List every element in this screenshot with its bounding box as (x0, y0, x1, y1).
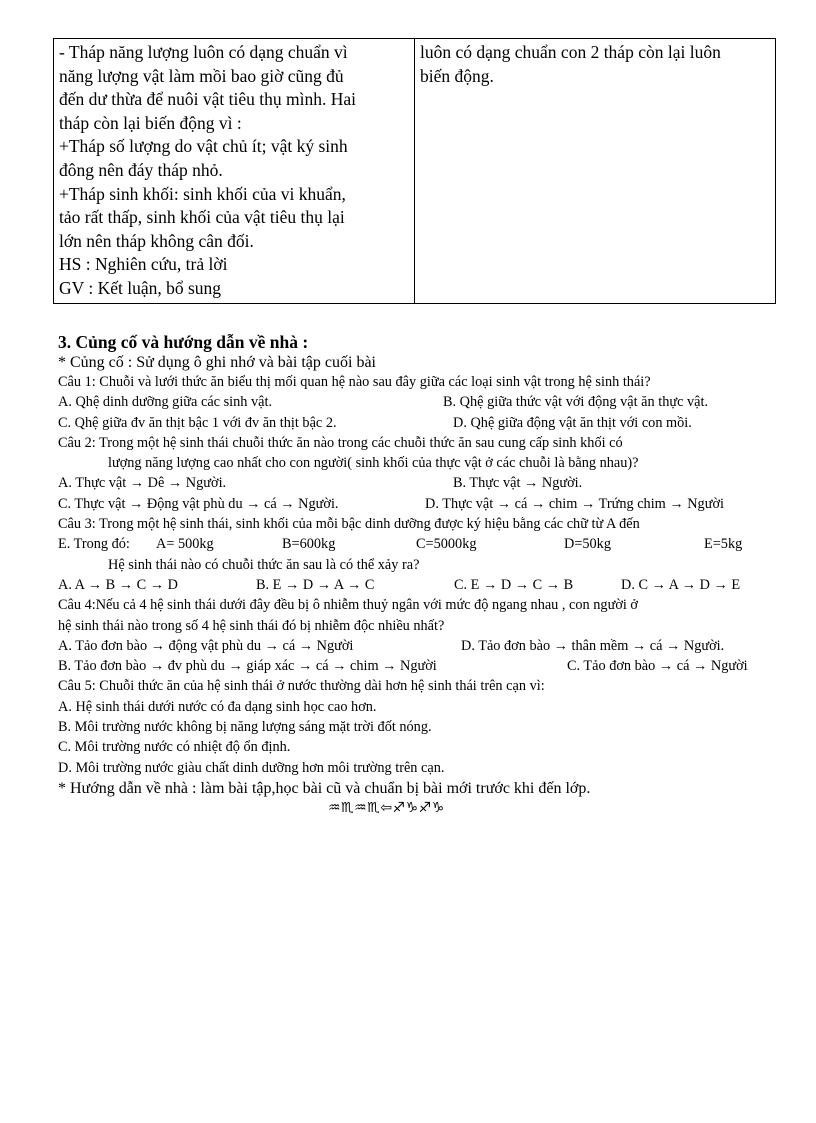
answer-row (58, 717, 778, 737)
cell-line: +Tháp sinh khối: sinh khối của vi khuẩn, (59, 183, 346, 204)
question-4-cont (58, 616, 778, 636)
cell-line: tảo rất thấp, sinh khối của vật tiêu thụ lại (59, 207, 345, 228)
lesson-table (53, 38, 776, 304)
option-a: A. A → B → C → D (58, 576, 178, 593)
value-b: B=600kg (282, 536, 336, 553)
question-text: Câu 1: Chuỗi và lưới thức ăn biểu thị mối quan hệ nào sau đây giữa các loại sinh vật trong hệ sinh thái? (58, 374, 651, 390)
ornament-divider: ♒♏♒♏⇦♐♑♐♑ (328, 799, 445, 816)
activity-cell (54, 39, 415, 304)
option-b: B. Qhệ giữa thức vật với động vật ăn thực vật. (443, 394, 709, 411)
question-text: hệ sinh thái nào trong số 4 hệ sinh thái đó bị nhiễm độc nhiều nhất? (58, 617, 445, 634)
answer-row (58, 413, 778, 433)
value-d: D=50kg (564, 536, 611, 553)
question-1 (58, 372, 778, 392)
answer-row (58, 697, 778, 717)
homework-instruction: * Hướng dẫn về nhà : làm bài tập,học bài cũ và chuẩn bị bài mới trước khi đến lớp. (58, 779, 591, 797)
cell-line: tháp còn lại biến động vì : (59, 112, 242, 133)
option-d: D. Qhệ giữa động vật ăn thịt với con mồi. (453, 414, 692, 431)
question-text: lượng năng lượng cao nhất cho con người( sinh khối của thực vật ở các chuỗi là bằng nhau)? (108, 455, 639, 472)
cell-line: đông nên đáy tháp nhỏ. (59, 159, 223, 180)
cell-line: HS : Nghiên cứu, trả lời (59, 254, 228, 275)
cell-line: +Tháp số lượng do vật chủ ít; vật ký sinh (59, 136, 348, 157)
option-c: C. Môi trường nước có nhiệt độ ổn định. (58, 739, 291, 756)
value-c: C=5000kg (416, 536, 477, 553)
option-a: A. Hệ sinh thái dưới nước có đa dạng sinh học cao hơn. (58, 698, 377, 715)
answer-row (58, 575, 778, 595)
answer-row (58, 737, 778, 757)
option-b: B. Môi trường nước không bị năng lượng sáng mặt trời đốt nóng. (58, 719, 432, 736)
option-d: D. Môi trường nước giàu chất dinh dưỡng hơn môi trường trên cạn. (58, 759, 445, 776)
consolidation-line: * Củng cố : Sử dụng ô ghi nhớ và bài tập cuối bài (58, 354, 376, 371)
question-3-values (58, 534, 778, 554)
cell-line: năng lượng vật làm mồi bao giờ cũng đủ (59, 65, 344, 86)
option-b: B. Tảo đơn bào → đv phù du → giáp xác → cá → chim → Người (58, 658, 437, 675)
answer-row (58, 636, 778, 656)
answer-row (58, 758, 778, 778)
value-e: E=5kg (704, 536, 743, 553)
option-c: C. Thực vật → Động vật phù du → cá → Người. (58, 495, 339, 512)
question-3-cont (58, 555, 778, 575)
option-a: A. Qhệ dinh dưỡng giữa các sinh vật. (58, 394, 273, 411)
question-text: Câu 3: Trong một hệ sinh thái, sinh khối của mỗi bậc dinh dưỡng được ký hiệu bằng các chữ từ A đến (58, 516, 640, 533)
option-c: C. E → D → C → B (454, 576, 574, 593)
option-c: C. Tảo đơn bào → cá → Người (567, 658, 748, 675)
value-intro: E. Trong đó: (58, 536, 130, 553)
question-5 (58, 676, 778, 696)
consolidation-section (58, 330, 778, 817)
section-heading: 3. Củng cố và hướng dẫn về nhà : (58, 332, 309, 352)
question-text: Hệ sinh thái nào có chuỗi thức ăn sau là có thể xảy ra? (108, 556, 420, 573)
question-4 (58, 595, 778, 615)
cell-line: lớn nên tháp không cân đối. (59, 230, 254, 251)
value-a: A= 500kg (156, 536, 214, 553)
option-a: A. Tảo đơn bào → động vật phù du → cá → Người (58, 637, 354, 654)
cell-line: biến động. (420, 65, 494, 86)
answer-row (58, 473, 778, 493)
question-text: Câu 5: Chuỗi thức ăn của hệ sinh thái ở nước thường dài hơn hệ sinh thái trên cạn vì: (58, 678, 545, 695)
option-c: C. Qhệ giữa đv ăn thịt bậc 1 với đv ăn thịt bậc 2. (58, 414, 337, 431)
answer-row (58, 392, 778, 412)
question-text: Câu 2: Trong một hệ sinh thái chuỗi thức ăn nào trong các chuỗi thức ăn sau cung cấp sinh khối có (58, 434, 623, 451)
content-cell (415, 39, 776, 304)
answer-row (58, 656, 778, 676)
question-text: Câu 4:Nếu cả 4 hệ sinh thái dưới đây đều bị ô nhiễm thuỷ ngân với mức độ ngang nhau , con người ở (58, 597, 638, 614)
option-a: A. Thực vật → Dê → Người. (58, 475, 227, 492)
question-2 (58, 433, 778, 453)
answer-row (58, 494, 778, 514)
cell-line: đến dư thừa để nuôi vật tiêu thụ mình. Hai (59, 89, 356, 110)
cell-line: GV : Kết luận, bổ sung (59, 277, 222, 298)
option-d: D. Thực vật → cá → chim → Trứng chim → Người (425, 495, 724, 512)
option-b: B. Thực vật → Người. (453, 475, 583, 492)
table-row (54, 39, 776, 304)
cell-line: luôn có dạng chuẩn con 2 tháp còn lại luôn (420, 42, 721, 62)
option-d: D. C → A → D → E (621, 576, 741, 593)
option-b: B. E → D → A → C (256, 576, 375, 593)
question-3 (58, 514, 778, 534)
option-d: D. Tảo đơn bào → thân mềm → cá → Người. (461, 637, 725, 654)
cell-line: - Tháp năng lượng luôn có dạng chuẩn vì (59, 42, 348, 62)
question-2-cont (58, 453, 778, 473)
